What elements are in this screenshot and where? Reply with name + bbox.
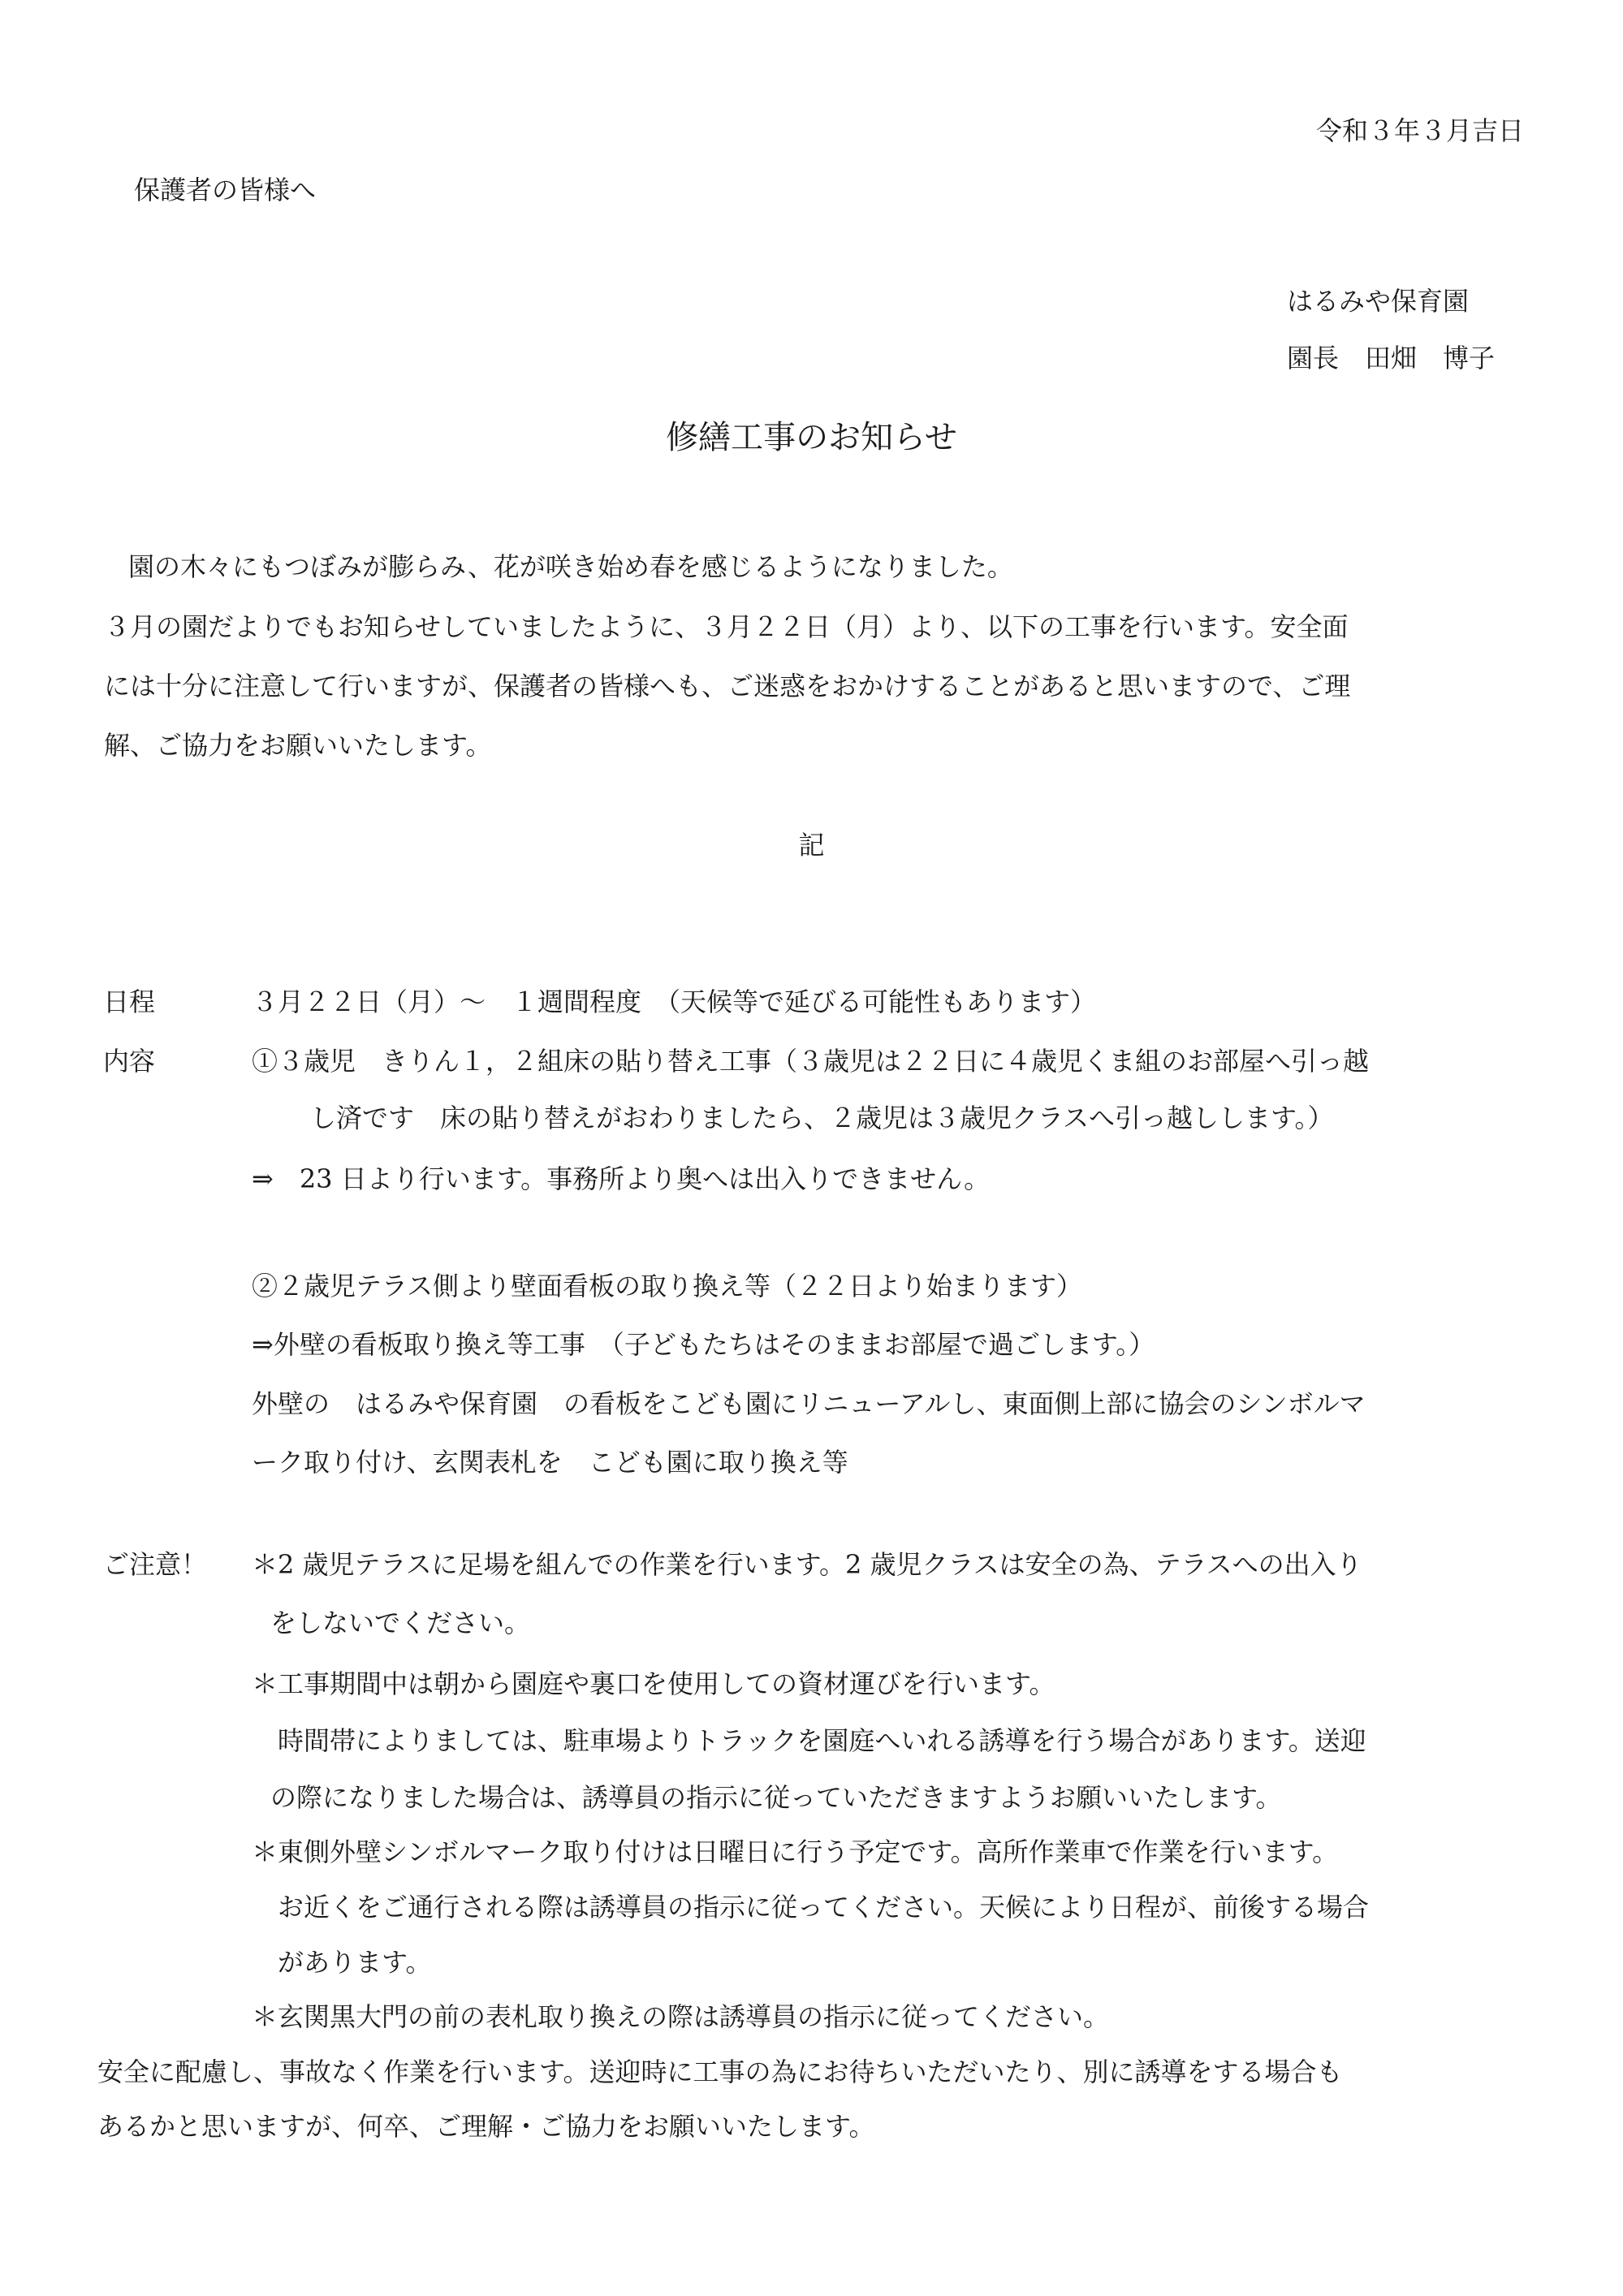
caution-line: をしないでください。 — [270, 1608, 531, 1638]
caution-line: があります。 — [278, 1947, 432, 1978]
intro-line: には十分に注意して行いますが、保護者の皆様へも、ご迷惑をおかけすることがあると思いますので、ご理 — [104, 671, 1351, 701]
content-line: ⇒ 23 日より行います。事務所より奥へは出入りできません。 — [252, 1163, 991, 1194]
content-label: 内容 — [103, 1046, 156, 1077]
ki-heading: 記 — [798, 830, 825, 861]
date-text: 令和３年３月吉日 — [1315, 115, 1524, 146]
caution-line: 時間帯によりましては、駐車場よりトラックを園庭へいれる誘導を行う場合があります。送迎 — [278, 1725, 1366, 1756]
recipient-text: 保護者の皆様へ — [134, 175, 317, 205]
organization-name: はるみや保育園 — [1287, 286, 1470, 317]
content-line: ⇒外壁の看板取り換え等工事 （子どもたちはそのままお部屋で過ごします。） — [252, 1329, 1155, 1360]
content-line: ②２歳児テラス側より壁面看板の取り換え等（２２日より始まります） — [252, 1271, 1083, 1301]
schedule-label: 日程 — [103, 986, 156, 1017]
content-line: ①３歳児 きりん１，２組床の貼り替え工事（３歳児は２２日に４歳児くま組のお部屋へ引っ越 — [252, 1046, 1370, 1077]
caution-line: ＊工事期間中は朝から園庭や裏口を使用しての資材運びを行います。 — [252, 1668, 1055, 1699]
caution-line: ＊東側外壁シンボルマーク取り付けは日曜日に行う予定です。高所作業車で作業を行います。 — [252, 1836, 1339, 1867]
content-line: 外壁の はるみや保育園 の看板をこども園にリニューアルし、東面側上部に協会のシンボルマ — [252, 1388, 1366, 1419]
intro-line: 園の木々にもつぼみが膨らみ、花が咲き始め春を感じるようになりました。 — [128, 551, 1013, 582]
closing-line: あるかと思いますが、何卒、ご理解・ご協力をお願いいたします。 — [97, 2111, 875, 2142]
schedule-text: ３月２２日（月）～ １週間程度 （天候等で延びる可能性もあります） — [252, 986, 1097, 1017]
caution-line: の際になりました場合は、誘導員の指示に従っていただきますようお願いいたします。 — [270, 1782, 1282, 1813]
intro-line: 解、ご協力をお願いいたします。 — [104, 730, 492, 761]
content-line: ーク取り付け、玄関表札を こども園に取り換え等 — [252, 1447, 848, 1478]
caution-label: ご注意！ — [103, 1549, 208, 1580]
caution-line: ＊2 歳児テラスに足場を組んでの作業を行います。2 歳児クラスは安全の為、テラスへの出入り — [252, 1549, 1362, 1580]
closing-line: 安全に配慮し、事故なく作業を行います。送迎時に工事の為にお待ちいただいたり、別に誘導をする場合も — [97, 2056, 1343, 2087]
director-name: 園長 田畑 博子 — [1287, 343, 1496, 373]
content-line: し済です 床の貼り替えがおわりましたら、２歳児は３歳児クラスへ引っ越しします。） — [310, 1103, 1334, 1133]
intro-line: ３月の園だよりでもお知らせしていましたように、３月２２日（月）より、以下の工事を行います。安全面 — [104, 611, 1349, 642]
caution-line: お近くをご通行される際は誘導員の指示に従ってください。天候により日程が、前後する場合 — [278, 1892, 1370, 1923]
caution-line: ＊玄関黒大門の前の表札取り換えの際は誘導員の指示に従ってください。 — [252, 2001, 1110, 2032]
document-title: 修繕工事のお知らせ — [666, 419, 957, 456]
